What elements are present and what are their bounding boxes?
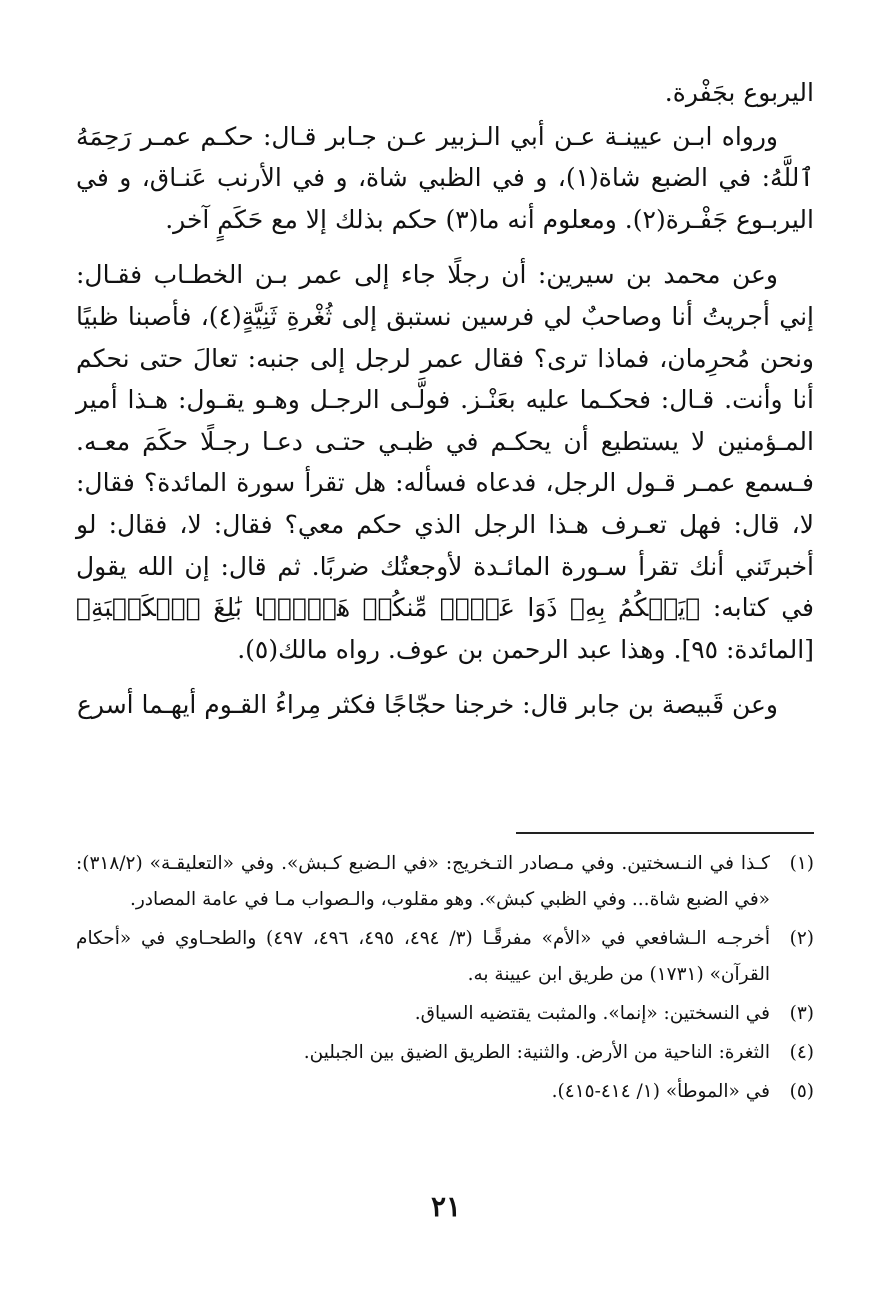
footnote — [76, 846, 814, 918]
footnote — [76, 1035, 814, 1071]
footnote-text: أخرجـه الـشافعي في «الأم» مفرقًـا (٣/ ٤٩٤، ٤٩٥، ٤٩٦، ٤٩٧) والطحـاوي في «أحكام القرآن» (١٧٣١) من طريق ابن عيينة به. — [76, 928, 770, 985]
footnote-text: الثغرة: الناحية من الأرض. والثنية: الطريق الضيق بين الجبلين. — [303, 1042, 770, 1063]
footnote-number: (١) — [789, 853, 814, 874]
paragraph: ورواه ابـن عيينـة عـن أبي الـزبير عـن جـابر قـال: حكـم عمـر رَحِمَهُ ٱللَّهُ: في الضبع شاة(١)، و في الظبي شاة، و في الأرنب عَنـاق، و في اليربـوع جَفْـرة(٢). ومعلوم أنه ما(٣) حكم بذلك إلا مع حَكَمٍ آخر. — [76, 121, 814, 234]
paragraph: وعن محمد بن سيرين: أن رجلًا جاء إلى عمر بـن الخطـاب فقـال: إني أجريتُ أنا وصاحبٌ لي فرسين نستبق إلى ثُغْرةِ ثَنِيَّةٍ(٤)، فأصبنا ظبيًا ونحن مُحرِمان، فماذا ترى؟ فقال عمر لرجل إلى جنبه: تعالَ حتى نحكم أنا وأنت. قـال: فحكـما عليه بعَنْـز. فولَّـى الرجـل وهـو يقـول: هـذا أمير المـؤمنين لا يستطيع أن يحكـم في ظبـي حتـى دعـا رجـلًا حكَمَ معـه. فـسمع عمـر قـول الرجل، فدعاه فسأله: هل تقرأ سورة المائدة؟ فقال: لا، قال: فهل تعـرف هـذا الرجل الذي حكم معي؟ فقال: لا، فقال: لو أخبرتَني أنك تقرأ سـورة المائـدة لأوجعتُك ضربًا. ثم قال: إن الله يقول في كتابه: ﴿يَحۡكُمُ بِهِۦ ذَوَا عَدۡلٖ مِّنكُمۡ هَدۡيَۢا بَٰلِغَ ٱلۡكَعۡبَةِ﴾ [المائدة: ٩٥]. وهذا عبد الرحمن بن عوف. رواه مالك(٥). — [76, 260, 815, 664]
footnote — [76, 996, 814, 1032]
footnote-number: (٤) — [789, 1042, 814, 1063]
page-number: ٢١ — [430, 1190, 462, 1223]
paragraph: اليربوع بجَفْرة. — [664, 78, 814, 107]
footnote — [76, 1074, 814, 1110]
footnote-text: في «الموطأ» (١/ ٤١٤-٤١٥). — [551, 1081, 770, 1102]
footnotes — [76, 846, 814, 1113]
footnote-text: كـذا في النـسختين. وفي مـصادر التـخريج: «في الـضبع كـبش». وفي «التعليقـة» (٣١٨/٢): «في الضبع شاة... وفي الظبي كبش». وهو مقلوب، والـصواب مـا في عامة المصادر. — [76, 853, 770, 910]
footnote-number: (٣) — [789, 1003, 814, 1024]
paragraph: وعن قَبيصة بن جابر قال: خرجنا حجّاجًا فكثر مِراءُ القـوم أيهـما أسرع — [76, 690, 778, 720]
footnote-divider — [516, 832, 814, 834]
footnote-number: (٥) — [789, 1081, 814, 1102]
footnote-number: (٢) — [789, 928, 814, 949]
footnote — [76, 921, 814, 993]
footnote-text: في النسختين: «إنما». والمثبت يقتضيه السياق. — [414, 1003, 770, 1024]
main-text — [76, 72, 814, 740]
